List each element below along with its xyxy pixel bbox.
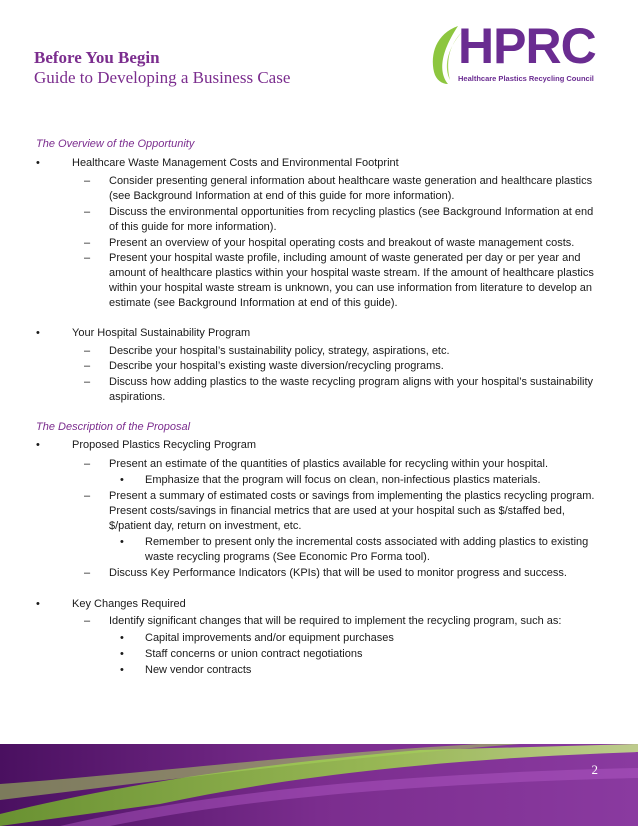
- sub-list-item-text: Discuss the environmental opportunities from recycling plastics (see Background Information at end of this guide for more information).: [109, 206, 594, 233]
- dash-marker: –: [84, 360, 91, 372]
- list-item-text: Key Changes Required: [72, 598, 186, 610]
- sub-list-item-text: Consider presenting general information about healthcare waste generation and healthcare plastics (see Background Information at end of this guide for more information).: [109, 175, 593, 202]
- sub-list-item: [84, 359, 596, 374]
- bullet-marker: •: [120, 536, 124, 548]
- dash-marker: –: [84, 490, 91, 502]
- sub-sub-list-item-text: Staff concerns or union contract negotiations: [145, 648, 363, 660]
- sub-sub-list-item-text: Emphasize that the program will focus on clean, non-infectious plastics materials.: [145, 474, 541, 486]
- sub-list-item-text: Present a summary of estimated costs or savings from implementing the plastics recycling program. Present costs/savings in financial metrics that are used at your hospital such as $/staffed bed, $/patient day, return on investment, etc.: [109, 490, 595, 532]
- sub-list-item-text: Discuss how adding plastics to the waste recycling program aligns with your hospital’s sustainability aspirations.: [109, 376, 594, 403]
- sub-list-item: [84, 174, 596, 204]
- sub-list-item-text: Describe your hospital’s existing waste diversion/recycling programs.: [109, 360, 444, 372]
- sub-list-item: [84, 489, 596, 534]
- sub-list-item: [84, 344, 596, 359]
- sub-list-item-text: Identify significant changes that will be required to implement the recycling program, such as:: [109, 615, 562, 627]
- sub-list-item-text: Describe your hospital’s sustainability policy, strategy, aspirations, etc.: [109, 345, 450, 357]
- hprc-logo: [428, 18, 614, 98]
- sub-list-item-text: Present an overview of your hospital operating costs and breakout of waste management costs.: [109, 237, 575, 249]
- logo-tagline: Healthcare Plastics Recycling Council: [458, 74, 594, 83]
- bullet-marker: •: [36, 598, 40, 610]
- sub-list-item: [84, 457, 596, 472]
- dash-marker: –: [84, 175, 91, 187]
- section-heading-proposal: The Description of the Proposal: [36, 421, 191, 433]
- footer-swoosh-graphic: [0, 744, 638, 826]
- sub-sub-list-item: [120, 631, 590, 646]
- sub-list-item-text: Present an estimate of the quantities of plastics available for recycling within your hospital.: [109, 458, 549, 470]
- sub-list-item: [84, 614, 596, 629]
- dash-marker: –: [84, 458, 91, 470]
- page-title: Before You Begin: [34, 48, 160, 67]
- page-number: 2: [591, 762, 598, 777]
- dash-marker: –: [84, 567, 91, 579]
- sub-sub-list-item: [120, 647, 590, 662]
- sub-sub-list-item: [120, 663, 590, 678]
- sub-list-item-text: Present your hospital waste profile, including amount of waste generated per day or per year and amount of healthcare plastics within your hospital waste stream. If the amount of healthcare plastics within your hospital waste stream is unknown, you can use information from literature to develop an estimate (see Background Information at end of this guide).: [109, 252, 594, 309]
- bullet-marker: •: [36, 327, 40, 339]
- sub-list-item-text: Discuss Key Performance Indicators (KPIs) that will be used to monitor progress and success.: [109, 567, 567, 579]
- dash-marker: –: [84, 252, 91, 264]
- sub-sub-list-item-text: Capital improvements and/or equipment purchases: [145, 632, 394, 644]
- list-item-text: Healthcare Waste Management Costs and Environmental Footprint: [72, 157, 399, 169]
- dash-marker: –: [84, 345, 91, 357]
- dash-marker: –: [84, 237, 91, 249]
- bullet-marker: •: [36, 439, 40, 451]
- sub-list-item: [84, 251, 596, 311]
- sub-sub-list-item: [120, 473, 590, 488]
- sub-sub-list-item-text: Remember to present only the incremental costs associated with adding plastics to existing waste recycling programs (See Economic Pro Forma tool).: [145, 536, 589, 563]
- logo-wordmark: HPRC: [458, 18, 596, 74]
- dash-marker: –: [84, 615, 91, 627]
- sub-list-item: [84, 375, 596, 405]
- section-heading-overview: The Overview of the Opportunity: [36, 138, 195, 150]
- sub-list-item: [84, 566, 596, 581]
- sub-list-item: [84, 236, 596, 251]
- list-item-text: Proposed Plastics Recycling Program: [72, 439, 257, 451]
- page-subtitle: Guide to Developing a Business Case: [34, 68, 291, 87]
- bullet-marker: •: [120, 648, 124, 660]
- bullet-marker: •: [120, 664, 124, 676]
- dash-marker: –: [84, 376, 91, 388]
- list-item-text: Your Hospital Sustainability Program: [72, 327, 251, 339]
- bullet-marker: •: [36, 157, 40, 169]
- bullet-marker: •: [120, 632, 124, 644]
- footer-band: [0, 744, 638, 826]
- sub-sub-list-item: [120, 535, 590, 565]
- dash-marker: –: [84, 206, 91, 218]
- sub-list-item: [84, 205, 596, 235]
- bullet-marker: •: [120, 474, 124, 486]
- sub-sub-list-item-text: New vendor contracts: [145, 664, 252, 676]
